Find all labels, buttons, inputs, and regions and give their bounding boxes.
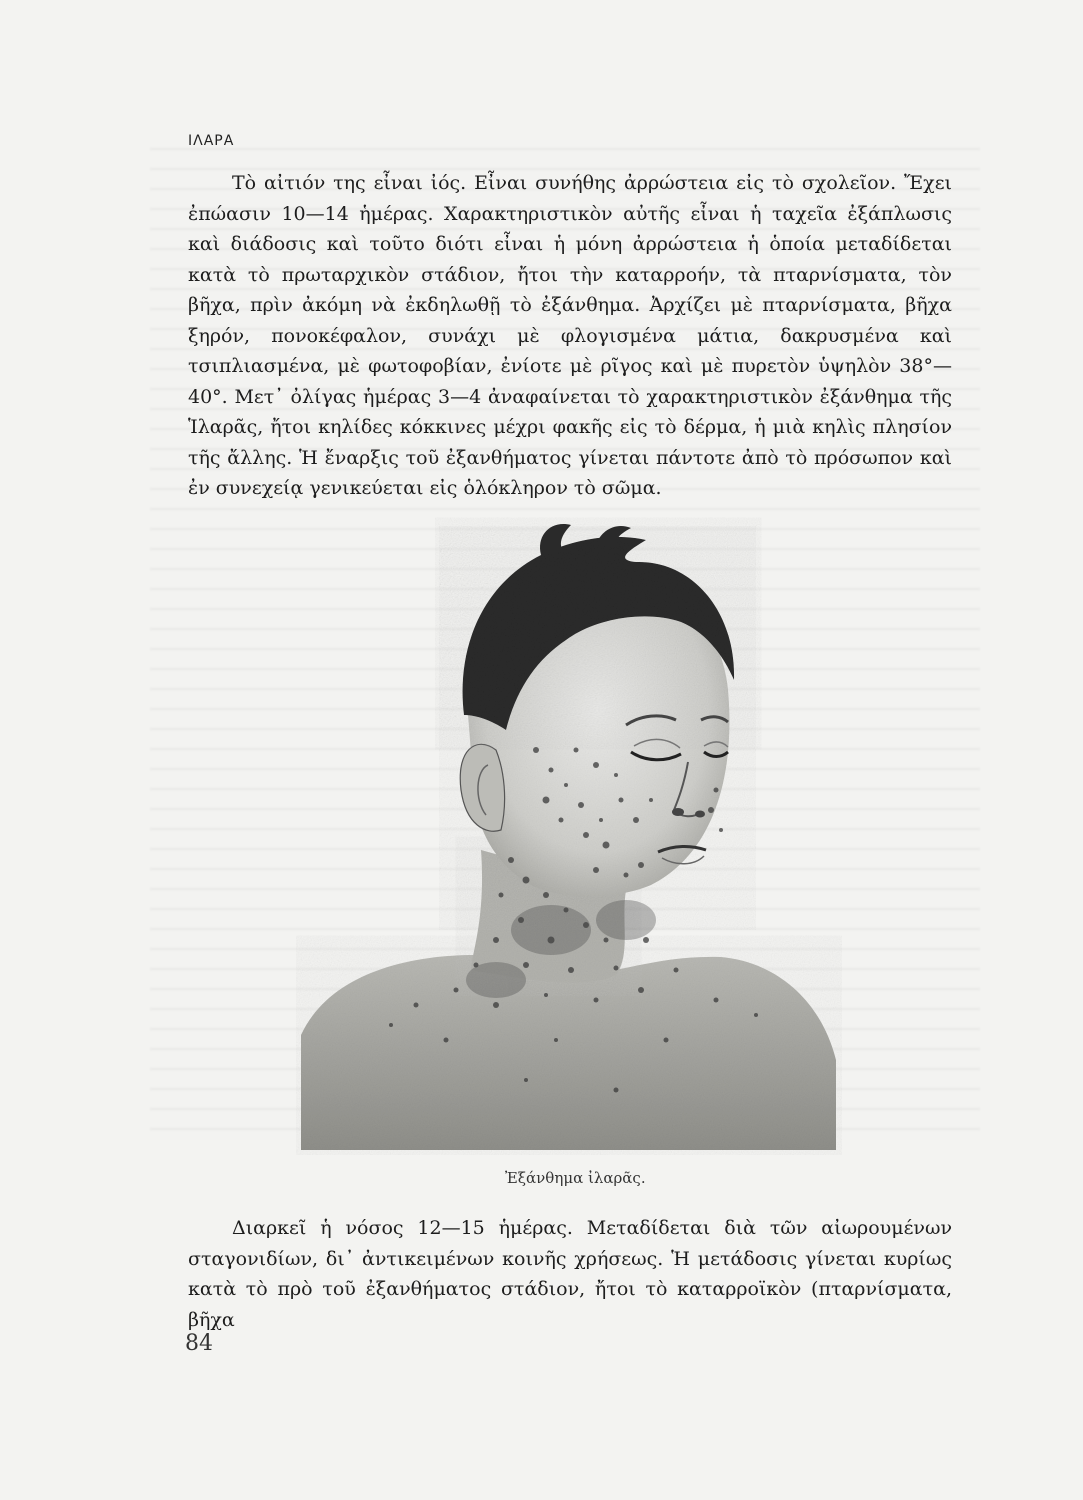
ear-shape	[460, 744, 504, 831]
figure	[296, 500, 842, 1150]
page-number: 84	[185, 1331, 213, 1356]
shoulders-shape	[301, 955, 836, 1150]
running-head: ΙΛΑΡΑ	[188, 133, 235, 149]
measles-child-illustration	[296, 500, 842, 1155]
paragraph-2: Διαρκεῖ ἡ νόσος 12—15 ἡμέρας. Μεταδίδεται διὰ τῶν αἰωρουμένων σταγονιδίων, δι᾿ ἀντικειμένων κοινῆς χρήσεως. Ἡ μετάδοσις γίνεται κυρίως κατὰ τὸ πρὸ τοῦ ἐξανθήματος στάδιον, ἤτοι τὸ καταρροϊκὸν (πταρνίσματα, βῆχα	[188, 1217, 952, 1331]
figure-caption: Ἐξάνθημα ἰλαρᾶς.	[505, 1169, 646, 1187]
paragraph-1: Τὸ αἰτιόν της εἶναι ἰός. Εἶναι συνήθης ἀρρώστεια εἰς τὸ σχολεῖον. Ἔχει ἐπώασιν 10—14 ἡμέρας. Χαρακτηριστικὸν αὐτῆς εἶναι ἡ ταχεῖα ἐξάπλωσις καὶ διάδοσις καὶ τοῦτο διότι εἶναι ἡ μόνη ἀρρώστεια ἡ ὁποία μεταδίδεται κατὰ τὸ πρωταρχικὸν στάδιον, ἤτοι τὴν καταρροήν, τὰ πταρνίσματα, τὸν βῆχα, πρὶν ἀκόμη νὰ ἐκδηλωθῇ τὸ ἐξάνθημα. Ἀρχίζει μὲ πταρνίσματα, βῆχα ξηρόν, πονοκέφαλον, συνάχι μὲ φλογισμένα μάτια, δακρυσμένα καὶ τσιπλιασμένα, μὲ φωτοφοβίαν, ἐνίοτε μὲ ρῖγος καὶ μὲ πυρετὸν ὑψηλὸν 38°—40°. Μετ᾿ ὀλίγας ἡμέρας 3—4 ἀναφαίνεται τὸ χαρακτηριστικὸν ἐξάνθημα τῆς Ἱλαρᾶς, ἤτοι κηλίδες κόκκινες μέχρι φακῆς εἰς τὸ δέρμα, ἡ μιὰ κηλὶς πλησίον τῆς ἄλλης. Ἡ ἔναρξις τοῦ ἐξανθήματος γίνεται πάντοτε ἀπὸ τὸ πρόσωπον καὶ ἐν συνεχείᾳ γενικεύεται εἰς ὁλόκληρον τὸ σῶμα.	[188, 172, 952, 499]
